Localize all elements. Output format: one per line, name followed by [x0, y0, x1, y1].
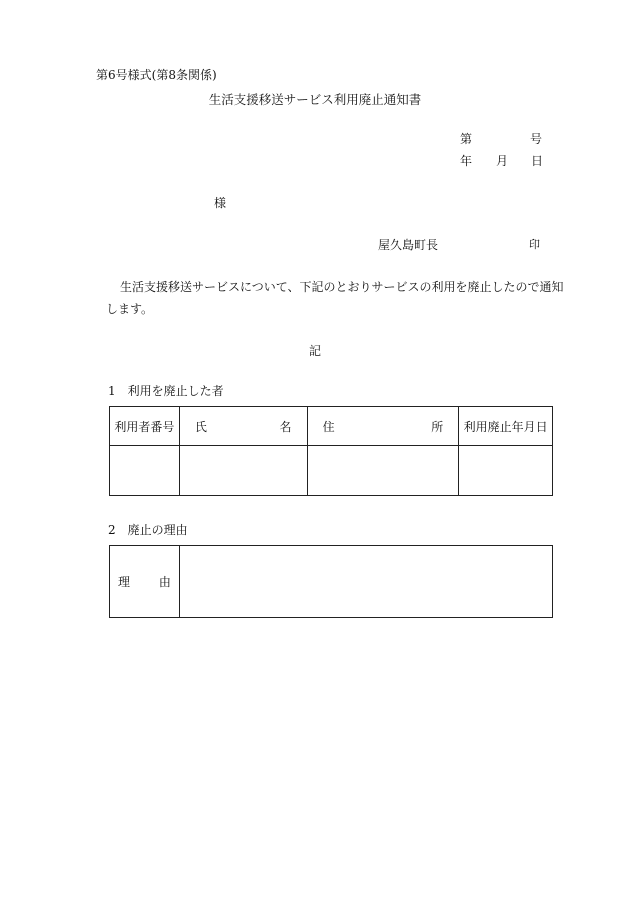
user-table	[109, 406, 553, 496]
header-name-2: 名	[279, 419, 292, 434]
header-name-1: 氏	[194, 419, 207, 434]
seal-mark: 印	[529, 238, 540, 251]
ki-heading: 記	[308, 344, 321, 358]
cell-user-number[interactable]	[110, 446, 180, 496]
header-address	[307, 407, 459, 446]
addressee-suffix: 様	[214, 196, 227, 210]
cell-address[interactable]	[307, 446, 459, 496]
form-reference: 第6号様式(第8条関係)	[96, 68, 217, 82]
header-name	[179, 407, 307, 446]
header-address-2: 所	[431, 419, 444, 434]
reason-row	[110, 546, 553, 618]
user-table-header	[110, 407, 553, 446]
header-end-date: 利用廃止年月日	[459, 407, 553, 446]
document-title: 生活支援移送サービス利用廃止通知書	[208, 92, 422, 107]
notice-body: 生活支援移送サービスについて、下記のとおりサービスの利用を廃止したので通知します。	[106, 280, 564, 316]
number-prefix: 第	[460, 132, 473, 146]
issuer-name: 屋久島町長	[378, 238, 439, 252]
number-suffix: 号	[530, 132, 543, 146]
reason-label	[110, 546, 180, 618]
reason-label-1: 理	[118, 575, 131, 589]
cell-end-date[interactable]	[459, 446, 553, 496]
table-row	[110, 446, 553, 496]
cell-name[interactable]	[179, 446, 307, 496]
header-address-1: 住	[322, 419, 335, 434]
section1-heading: 1 利用を廃止した者	[108, 384, 224, 398]
header-user-number: 利用者番号	[110, 407, 180, 446]
section2-heading: 2 廃止の理由	[108, 523, 188, 537]
reason-label-2: 由	[158, 575, 171, 589]
reason-field[interactable]	[179, 546, 552, 618]
reason-table	[109, 545, 553, 618]
date-year: 年	[460, 154, 473, 168]
date-day: 日	[531, 154, 544, 168]
date-month: 月	[496, 154, 509, 168]
